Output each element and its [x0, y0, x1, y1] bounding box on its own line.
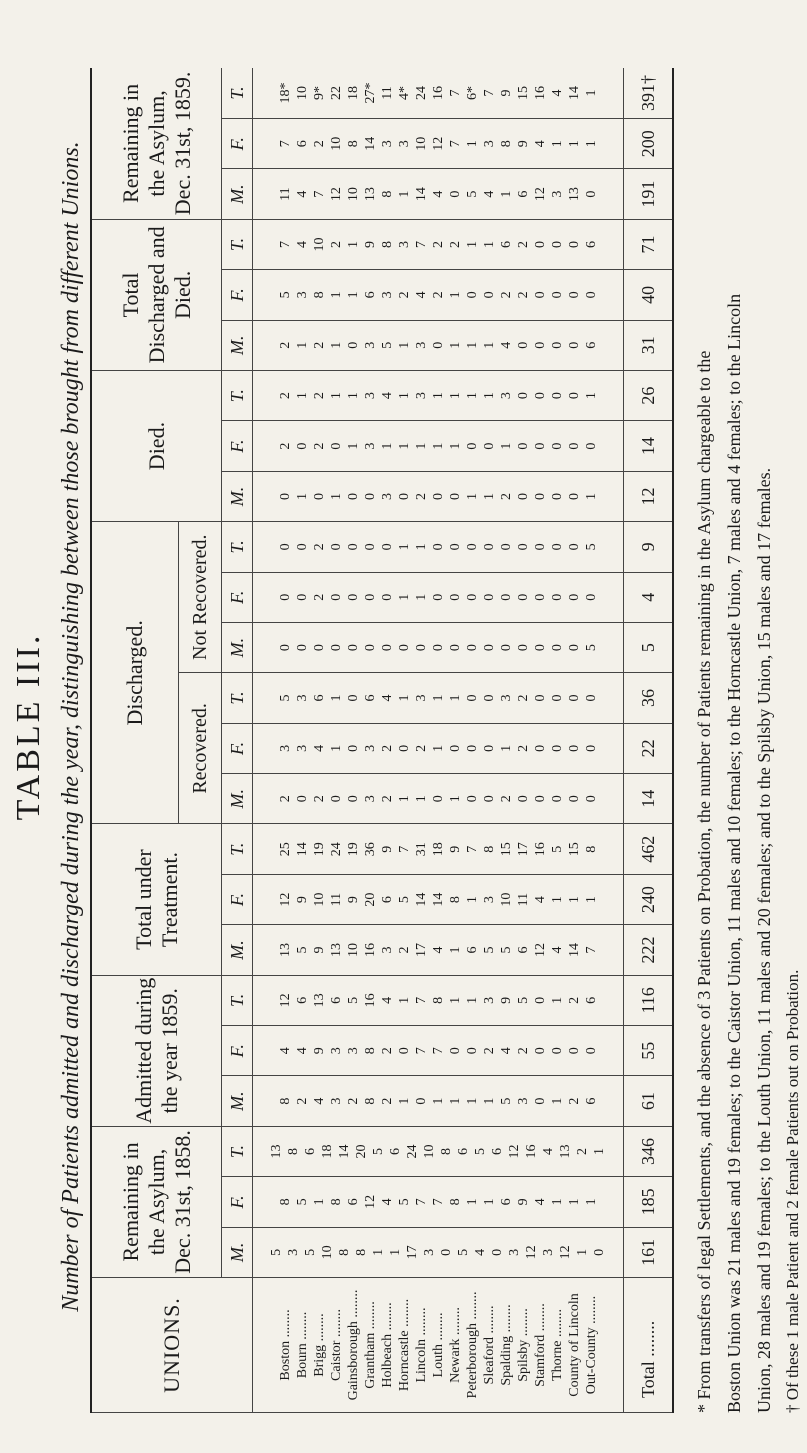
total-cell: 200 [624, 119, 673, 169]
discharged-heading: Discharged. [92, 522, 179, 824]
col-t: T. [222, 673, 253, 723]
col-m: M. [222, 320, 253, 370]
rem58-m-values: 5 3 5 10 8 8 1 1 17 3 0 5 4 0 3 12 3 12 1 0 [253, 1227, 624, 1277]
total-cell: 391† [624, 68, 673, 119]
page-subtitle: Number of Patients admitted and discharged during the year, distinguishing between those brought from different Unions. [58, 141, 84, 1312]
total-cell: 22 [624, 723, 673, 773]
col-t: T. [222, 219, 253, 269]
total-cell: 462 [624, 824, 673, 874]
adm-f-values: 4 4 9 3 3 8 2 0 7 7 0 0 2 4 2 0 0 0 0 [253, 1026, 624, 1076]
footnote-2: Boston Union was 21 males and 19 females; to the Caistor Union, 11 males and 10 females; to the Horncastle Union, 7 males and 4 females; to the Lincoln [724, 293, 744, 1413]
col-m: M. [222, 622, 253, 672]
tdd-m-values: 2 1 2 1 0 3 5 1 3 0 1 1 1 4 0 0 0 0 6 [253, 320, 624, 370]
col-f: F. [222, 270, 253, 320]
total-cell: 191 [624, 169, 673, 219]
total-cell: 26 [624, 370, 673, 420]
total-cell: 161 [624, 1227, 673, 1277]
col-f: F. [222, 119, 253, 169]
total-cell: 5 [624, 622, 673, 672]
total-cell: 14 [624, 774, 673, 824]
unions-heading: UNIONS. [92, 1278, 253, 1413]
col-f: F. [222, 874, 253, 924]
nrec-f-values: 0 0 2 0 0 0 0 1 1 0 0 0 0 0 0 0 0 0 0 [253, 572, 624, 622]
total-cell: 4 [624, 572, 673, 622]
col-m: M. [222, 1227, 253, 1277]
col-t: T. [222, 975, 253, 1025]
total-cell: 55 [624, 1026, 673, 1076]
tdd-f-values: 5 3 8 1 1 6 3 2 4 2 1 0 0 2 2 0 0 0 0 [253, 270, 624, 320]
footnote-3: Union, 28 males and 19 females; to the Louth Union, 11 males and 20 females; and to the Spilsby Union, 15 males and 17 females. [754, 467, 774, 1413]
col-f: F. [222, 1026, 253, 1076]
rem58-f-values: 8 5 1 8 6 12 4 5 7 7 8 1 1 6 9 4 1 1 1 [253, 1177, 624, 1227]
total-cell: 9 [624, 522, 673, 572]
died-heading: Died. [92, 370, 222, 521]
nrec-t-values: 0 0 2 0 0 0 0 1 1 0 0 0 0 0 0 0 0 0 5 [253, 522, 624, 572]
total-cell: 36 [624, 673, 673, 723]
col-m: M. [222, 925, 253, 975]
rec-m-values: 2 0 2 0 0 3 2 1 1 0 1 0 0 2 0 0 0 0 0 [253, 774, 624, 824]
footnote-1: * From transfers of legal Settlements, and the absence of 3 Patients on Probation, the number of Patients remaining in the Asylum chargeable to the [694, 350, 714, 1413]
total-cell: 222 [624, 925, 673, 975]
rec-f-values: 3 3 4 1 0 3 2 0 2 1 0 0 0 1 2 0 0 0 0 [253, 723, 624, 773]
total-cell: 240 [624, 874, 673, 924]
total-cell: 40 [624, 270, 673, 320]
page-title: TABLE III. [10, 632, 47, 821]
tut-f-values: 12 9 10 11 9 20 6 5 14 14 8 1 3 10 11 4 1 1 1 [253, 874, 624, 924]
admitted-heading: Admitted during the year 1859. [92, 975, 222, 1126]
col-m: M. [222, 774, 253, 824]
footnote-4: † Of these 1 male Patient and 2 female Patients out on Probation. [783, 969, 802, 1413]
died-t-values: 2 1 2 1 1 3 4 1 3 1 1 1 1 3 0 0 0 0 1 [253, 370, 624, 420]
col-t: T. [222, 824, 253, 874]
union-list: Boston ........ Bourn ........ Brigg ........ Caistor ........ Gainsborough ........ Grantham ........ Holbeach ........ Horncastle ........ Lincoln ........ Louth ........ Newark ........ Peterborough ........ Sleaford ........ Spalding ........ Spilsby ........ Stamford ........ Thorne ........ County of Lincoln Out-County ........ [277, 1289, 599, 1401]
adm-t-values: 12 6 13 6 5 16 4 1 7 8 1 1 3 9 5 0 1 2 6 [253, 975, 624, 1025]
col-m: M. [222, 1076, 253, 1126]
col-m: M. [222, 169, 253, 219]
rem59-f-values: 7 6 2 10 8 14 3 3 10 12 7 1 3 8 9 4 1 1 1 [253, 119, 624, 169]
totals-row [624, 68, 673, 1413]
total-cell: 346 [624, 1126, 673, 1176]
col-f: F. [222, 421, 253, 471]
total-cell: 12 [624, 471, 673, 521]
col-t: T. [222, 1126, 253, 1176]
rem59-m-values: 11 4 7 12 10 13 8 1 14 4 0 5 4 1 6 12 3 13 0 [253, 169, 624, 219]
rem58-t-values: 13 8 6 18 14 20 5 6 24 10 8 6 5 6 12 16 4 13 2 1 [253, 1126, 624, 1176]
patients-table [90, 68, 674, 1413]
col-t: T. [222, 68, 253, 119]
col-f: F. [222, 572, 253, 622]
remaining-1859-heading: Remaining in the Asylum, Dec. 31st, 1859. [92, 68, 222, 219]
col-m: M. [222, 471, 253, 521]
total-cell: 61 [624, 1076, 673, 1126]
col-t: T. [222, 522, 253, 572]
tut-m-values: 13 5 9 13 10 16 3 2 17 4 1 6 5 5 6 12 4 14 7 [253, 925, 624, 975]
total-cell: 71 [624, 219, 673, 269]
tut-t-values: 25 14 19 24 19 36 9 7 31 18 9 7 8 15 17 16 5 15 8 [253, 824, 624, 874]
not-recovered-heading: Not Recovered. [179, 522, 222, 673]
total-cell: 14 [624, 421, 673, 471]
rem59-t-values: 18* 10 9* 22 18 27* 11 4* 24 16 7 6* 7 9 15 16 4 14 1 [253, 68, 624, 119]
total-cell: 31 [624, 320, 673, 370]
total-cell: 116 [624, 975, 673, 1025]
tdd-t-values: 7 4 10 2 1 9 8 3 7 2 2 1 1 6 2 0 0 0 6 [253, 219, 624, 269]
union-names [253, 1278, 624, 1413]
total-under-treatment-heading: Total under Treatment. [92, 824, 222, 975]
died-f-values: 2 0 2 0 1 3 1 1 1 1 1 0 0 1 0 0 0 0 0 [253, 421, 624, 471]
nrec-m-values: 0 0 0 0 0 0 0 0 0 0 0 0 0 0 0 0 0 0 5 [253, 622, 624, 672]
recovered-heading: Recovered. [179, 673, 222, 824]
col-t: T. [222, 370, 253, 420]
died-m-values: 0 1 0 1 0 0 3 0 2 0 0 1 1 2 0 0 0 0 1 [253, 471, 624, 521]
col-f: F. [222, 1177, 253, 1227]
total-discharged-heading: Total Discharged and Died. [92, 219, 222, 370]
adm-m-values: 8 2 4 3 2 8 2 1 0 1 1 1 1 5 3 0 1 2 6 [253, 1076, 624, 1126]
remaining-1858-heading: Remaining in the Asylum, Dec. 31st, 1858. [92, 1126, 222, 1277]
total-cell: 185 [624, 1177, 673, 1227]
rec-t-values: 5 3 6 1 0 6 4 1 3 1 1 0 0 3 2 0 0 0 0 [253, 673, 624, 723]
total-label: Total ........ [624, 1278, 673, 1413]
col-f: F. [222, 723, 253, 773]
